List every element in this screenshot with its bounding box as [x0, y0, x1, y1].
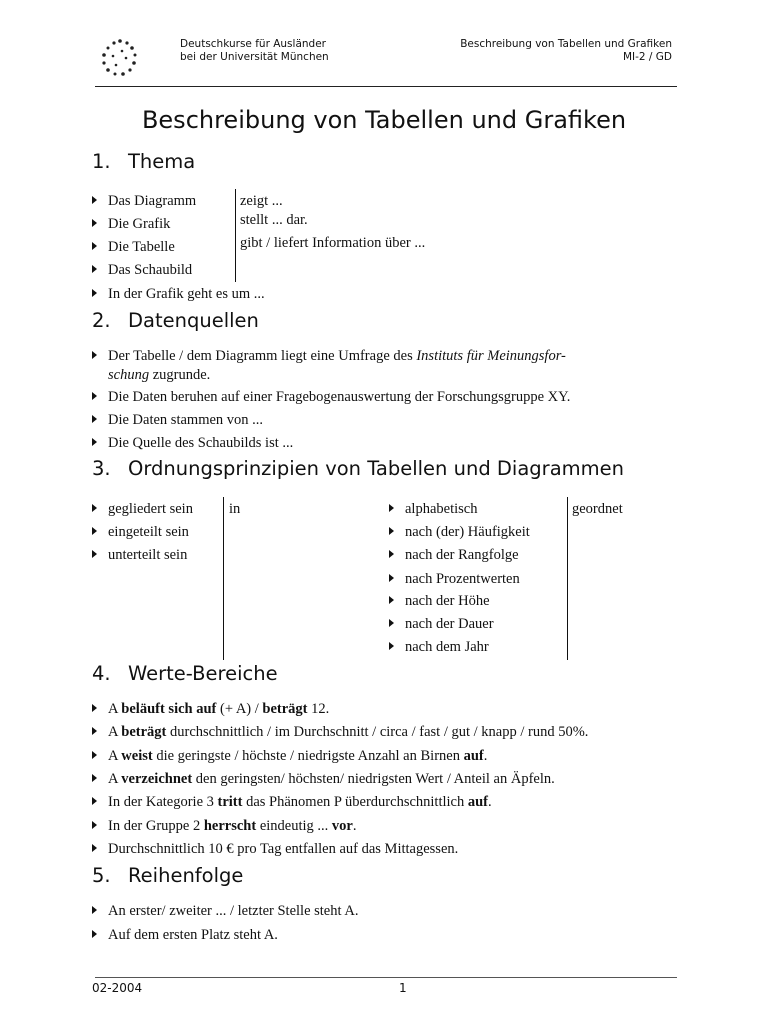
bullet-icon [92, 930, 97, 938]
bullet-icon [389, 527, 394, 535]
column-divider [235, 189, 236, 282]
item-text: alphabetisch [405, 501, 478, 517]
bullet-icon [92, 751, 97, 759]
list-item [92, 547, 187, 564]
bullet-icon [92, 242, 97, 250]
page-number: 1 [399, 981, 407, 995]
list-item: A verzeichnet den geringsten/ höchsten/ niedrigsten Wert / Anteil an Äpfeln. [92, 771, 555, 788]
key-verb: herrscht [203, 818, 257, 834]
list-item [389, 571, 520, 588]
bullet-icon [92, 392, 97, 400]
section-number: 4. [92, 662, 111, 685]
bullet-icon [92, 550, 97, 558]
section-5-heading [92, 864, 244, 887]
list-item [92, 262, 192, 279]
item-text: gegliedert sein [108, 501, 193, 517]
list-item [92, 524, 189, 541]
item-text: nach (der) Häufigkeit [405, 524, 530, 540]
verb-text: stellt ... dar. [240, 212, 308, 228]
bullet-icon [92, 527, 97, 535]
section-number: 1. [92, 150, 111, 173]
item-text: eingeteilt sein [108, 524, 189, 540]
bullet-icon [92, 438, 97, 446]
verb-text: gibt / liefert Information über ... [240, 235, 426, 251]
bullet-icon [92, 415, 97, 423]
item-text: unterteilt sein [108, 547, 188, 563]
bullet-icon [92, 797, 97, 805]
institute-name: Instituts für Meinungsfor- [416, 348, 566, 364]
preposition-text: in [229, 501, 241, 517]
section-title: Werte-Bereiche [128, 662, 278, 685]
column-divider [567, 497, 568, 660]
item-text: zugrunde. [149, 367, 211, 383]
list-item [92, 348, 566, 365]
item-text: Die Daten stammen von ... [108, 412, 264, 428]
bullet-icon [389, 574, 394, 582]
list-item [389, 501, 477, 518]
header-left [180, 38, 329, 64]
item-text: An erster/ zweiter ... / letzter Stelle steht A. [108, 903, 359, 919]
key-verb: beträgt [262, 701, 308, 717]
bullet-icon [92, 504, 97, 512]
list-item: A beläuft sich auf (+ A) / beträgt 12. [92, 701, 329, 718]
key-verb: tritt [217, 794, 243, 810]
section-title: Reihenfolge [128, 864, 244, 887]
key-verb: beträgt [121, 724, 167, 740]
bullet-icon [92, 704, 97, 712]
header-institution-line1: Deutschkurse für Ausländer [180, 38, 326, 50]
bullet-icon [92, 196, 97, 204]
bullet-icon [92, 906, 97, 914]
list-item [92, 412, 263, 429]
list-item [92, 501, 193, 518]
list-item [92, 841, 458, 858]
item-text: Auf dem ersten Platz steht A. [108, 927, 278, 943]
list-item [92, 193, 196, 210]
list-item [92, 286, 265, 303]
header-right [460, 38, 672, 64]
section-2-heading [92, 309, 259, 332]
bullet-icon [92, 219, 97, 227]
verb-text: zeigt ... [240, 193, 283, 209]
section-title: Datenquellen [128, 309, 259, 332]
header-doc-code: MI-2 / GD [622, 51, 672, 63]
subject-text: Die Grafik [108, 216, 171, 232]
bullet-icon [389, 619, 394, 627]
section-4-heading [92, 662, 278, 685]
bullet-icon [389, 642, 394, 650]
item-text: Der Tabelle / dem Diagramm liegt eine Umfrage des [108, 348, 417, 364]
list-item-continuation [108, 367, 210, 384]
list-item [389, 593, 490, 610]
item-text: In der Grafik geht es um ... [108, 286, 265, 302]
list-item [92, 239, 175, 256]
section-title: Thema [128, 150, 196, 173]
subject-text: Das Schaubild [108, 262, 193, 278]
item-text: nach dem Jahr [405, 639, 489, 655]
tail-text: geordnet [572, 501, 623, 517]
column-divider [223, 497, 224, 660]
list-item: In der Kategorie 3 tritt das Phänomen P überdurchschnittlich auf. [92, 794, 492, 811]
bullet-icon [92, 821, 97, 829]
bullet-icon [92, 774, 97, 782]
list-item: A weist die geringste / höchste / niedrigste Anzahl an Birnen auf. [92, 748, 487, 765]
item-text: Die Daten beruhen auf einer Fragebogenauswertung der Forschungsgruppe XY. [108, 389, 571, 405]
item-text: nach der Rangfolge [405, 547, 519, 563]
key-verb: beläuft sich auf [121, 701, 217, 717]
header-divider [95, 86, 677, 87]
item-text: nach Prozentwerten [405, 571, 520, 587]
key-verb: weist [121, 748, 153, 764]
list-item [389, 639, 489, 656]
key-verb: vor [331, 818, 353, 834]
list-item [92, 389, 570, 406]
list-item [92, 435, 293, 452]
bullet-icon [92, 727, 97, 735]
bullet-icon [389, 550, 394, 558]
footer-divider [95, 977, 677, 978]
section-number: 2. [92, 309, 111, 332]
list-item [389, 547, 519, 564]
section-number: 5. [92, 864, 111, 887]
header-institution-line2: bei der Universität München [180, 51, 329, 63]
key-verb: auf [467, 794, 489, 810]
key-verb: auf [463, 748, 484, 764]
bullet-icon [92, 844, 97, 852]
bullet-icon [92, 351, 97, 359]
bullet-icon [389, 596, 394, 604]
subject-text: Das Diagramm [108, 193, 197, 209]
item-text: nach der Dauer [405, 616, 494, 632]
page-title: Beschreibung von Tabellen und Grafiken [141, 106, 627, 134]
item-text: Durchschnittlich 10 € pro Tag entfallen auf das Mittagessen. [108, 841, 459, 857]
bullet-icon [92, 289, 97, 297]
section-3-heading [92, 457, 624, 480]
header-doc-title: Beschreibung von Tabellen und Grafiken [460, 38, 672, 50]
list-item: A beträgt durchschnittlich / im Durchschnitt / circa / fast / gut / knapp / rund 50%. [92, 724, 588, 741]
list-item [389, 616, 494, 633]
list-item [92, 216, 170, 233]
footer-date: 02-2004 [92, 981, 143, 995]
section-title: Ordnungsprinzipien von Tabellen und Diagrammen [128, 457, 624, 480]
list-item [92, 927, 278, 944]
subject-text: Die Tabelle [108, 239, 175, 255]
institute-name: schung [108, 367, 150, 383]
institution-logo [100, 38, 140, 80]
key-verb: verzeichnet [121, 771, 193, 787]
item-text: Die Quelle des Schaubilds ist ... [108, 435, 294, 451]
section-number: 3. [92, 457, 111, 480]
list-item [92, 903, 358, 920]
section-1-heading [92, 150, 196, 173]
item-text: nach der Höhe [405, 593, 490, 609]
bullet-icon [389, 504, 394, 512]
bullet-icon [92, 265, 97, 273]
list-item [389, 524, 530, 541]
list-item: In der Gruppe 2 herrscht eindeutig ... vor. [92, 818, 356, 835]
